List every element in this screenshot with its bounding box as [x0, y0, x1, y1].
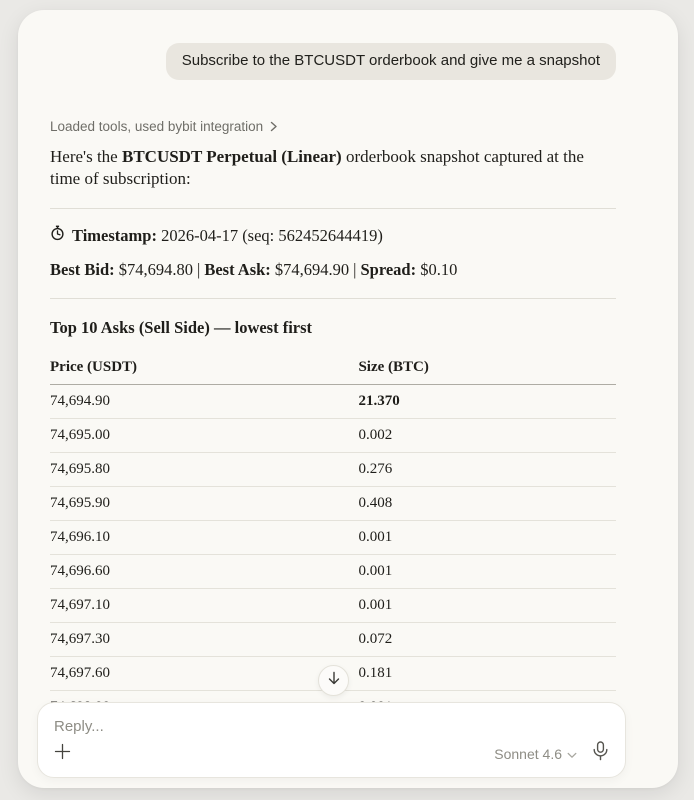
size-cell: 0.002: [358, 419, 616, 453]
chat-window: [18, 10, 678, 788]
composer-toolbar: [54, 741, 609, 766]
price-cell: 74,694.90: [50, 385, 358, 419]
separator: |: [197, 260, 201, 280]
assistant-intro-text: [50, 146, 616, 191]
size-cell: 0.072: [358, 623, 616, 657]
best-bid-value: $74,694.80: [118, 260, 194, 280]
composer-right-group: [494, 741, 609, 766]
column-header-price: Price (USDT): [50, 351, 358, 385]
table-header-row: [50, 351, 616, 385]
table-row: [50, 555, 616, 589]
tool-use-label: Loaded tools, used bybit integration: [50, 118, 264, 134]
price-cell: 74,695.80: [50, 453, 358, 487]
model-label: Sonnet 4.6: [494, 745, 562, 762]
reply-composer[interactable]: [37, 702, 626, 778]
size-cell: 21.370: [358, 385, 616, 419]
model-selector[interactable]: [494, 746, 577, 762]
table-row: [50, 589, 616, 623]
reply-input[interactable]: [38, 703, 625, 735]
user-message-bubble: Subscribe to the BTCUSDT orderbook and give me a snapshot: [166, 43, 616, 80]
stopwatch-icon: [50, 225, 65, 246]
divider: [50, 298, 616, 299]
size-cell: 0.001: [358, 521, 616, 555]
size-cell: 0.181: [358, 657, 616, 691]
attach-button[interactable]: [54, 743, 71, 765]
timestamp-value: 2026-04-17 (seq: 562452644419): [161, 225, 383, 245]
price-cell: 74,697.60: [50, 657, 358, 691]
microphone-icon: [592, 741, 609, 766]
best-ask-value: $74,694.90: [274, 260, 350, 280]
price-cell: 74,697.10: [50, 589, 358, 623]
intro-symbol: BTCUSDT Perpetual (Linear): [121, 146, 342, 166]
size-cell: 0.276: [358, 453, 616, 487]
best-quote-line: [50, 259, 616, 280]
divider: [50, 208, 616, 209]
chevron-right-icon: [269, 121, 278, 132]
table-row: [50, 521, 616, 555]
scroll-to-bottom-button[interactable]: [318, 665, 349, 696]
price-cell: 74,696.10: [50, 521, 358, 555]
arrow-down-icon: [327, 671, 341, 690]
plus-icon: [54, 743, 71, 765]
column-header-size: Size (BTC): [358, 351, 616, 385]
table-row: [50, 623, 616, 657]
price-cell: 74,696.60: [50, 555, 358, 589]
chevron-down-icon: [567, 746, 577, 762]
timestamp-text: [72, 225, 383, 246]
price-cell: 74,695.00: [50, 419, 358, 453]
table-row: [50, 385, 616, 419]
user-message-row: [50, 43, 616, 80]
dictation-button[interactable]: [592, 741, 609, 766]
spread-label: Spread:: [360, 260, 417, 280]
tool-use-disclosure[interactable]: [50, 119, 278, 134]
timestamp-line: [50, 225, 616, 246]
table-row: [50, 453, 616, 487]
conversation: [50, 10, 616, 725]
price-cell: 74,697.30: [50, 623, 358, 657]
size-cell: 0.001: [358, 589, 616, 623]
intro-suffix: orderbook snapshot captured at the time of subscription:: [50, 146, 584, 189]
asks-table-heading: Top 10 Asks (Sell Side) — lowest first: [50, 317, 313, 337]
separator: |: [353, 260, 357, 280]
spread-value: $0.10: [420, 260, 458, 280]
size-cell: 0.001: [358, 555, 616, 589]
table-row: [50, 487, 616, 521]
intro-prefix: Here's the: [50, 146, 122, 166]
price-cell: 74,695.90: [50, 487, 358, 521]
table-row: [50, 419, 616, 453]
timestamp-label: Timestamp:: [72, 225, 157, 245]
size-cell: 0.408: [358, 487, 616, 521]
best-bid-label: Best Bid:: [50, 260, 115, 280]
best-ask-label: Best Ask:: [204, 260, 271, 280]
